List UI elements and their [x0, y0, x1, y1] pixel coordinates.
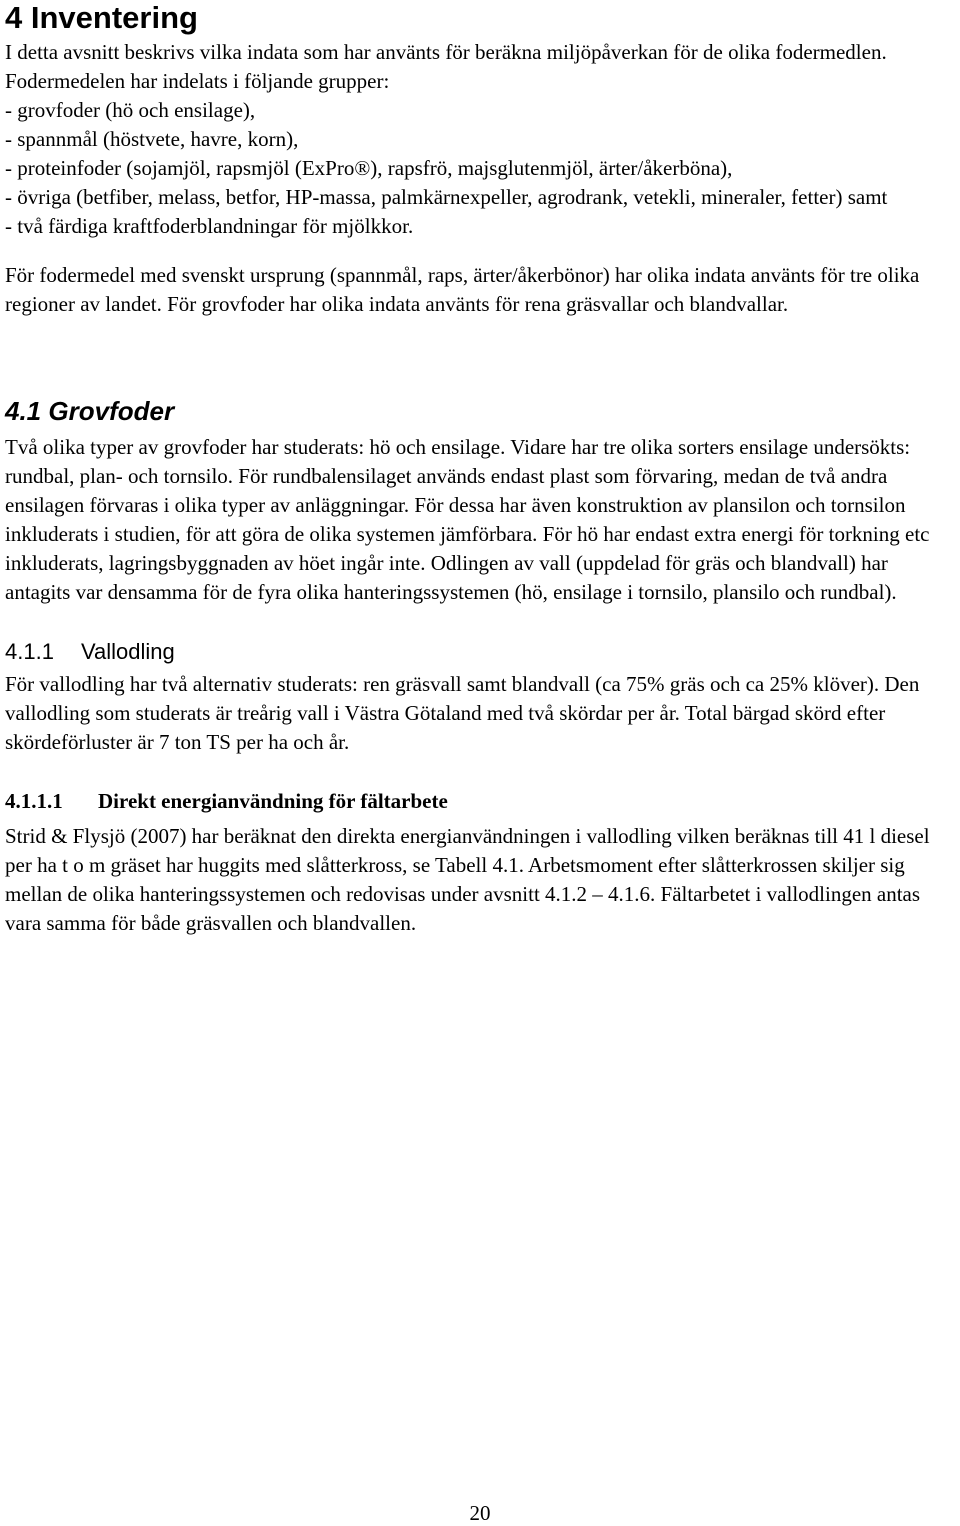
heading-3-number: 4.1.1 [5, 639, 54, 664]
heading-2-number: 4.1 [5, 396, 42, 426]
heading-3-title: Vallodling [81, 639, 175, 664]
paragraph-regions: För fodermedel med svenskt ursprung (spannmål, raps, ärter/åkerbönor) har olika indata använts för tre olika regioner av landet. För grovfoder har olika indata använts för rena gräsvallar och blandvallar. [5, 263, 920, 316]
heading-2-grovfoder [5, 395, 955, 427]
heading-4-title: Direkt energianvändning för fältarbete [98, 789, 448, 813]
spacer [5, 241, 955, 261]
heading-3-vallodling [5, 637, 955, 666]
spacer [5, 607, 955, 637]
paragraph-vallodling: För vallodling har två alternativ studerats: ren gräsvall samt blandvall (ca 75% gräs och ca 25% klöver). Den vallodling som studerats är treårig vall i Västra Götaland med två skördar per år. Total bärgad skörd efter skördeförluster är 7 ton TS per ha och år. [5, 672, 920, 754]
list-item: - spannmål (höstvete, havre, korn), [5, 127, 299, 151]
heading-4-energi [5, 787, 955, 816]
heading-1-title: Inventering [30, 0, 198, 35]
list-item: - grovfoder (hö och ensilage), [5, 98, 256, 122]
heading-4-number: 4.1.1.1 [5, 789, 63, 813]
spacer [5, 319, 955, 395]
intro-paragraph [5, 38, 955, 241]
spacer [5, 757, 955, 787]
list-item: - två färdiga kraftfoderblandningar för mjölkkor. [5, 214, 414, 238]
list-item: - proteinfoder (sojamjöl, rapsmjöl (ExPro®), rapsfrö, majsglutenmjöl, ärter/åkerböna), [5, 156, 733, 180]
page-number: 20 [469, 1501, 491, 1525]
paragraph-energi: Strid & Flysjö (2007) har beräknat den direkta energianvändningen i vallodling vilken beräknas till 41 l diesel per ha t o m gräset har huggits med slåtterkross, se Tabell 4.1. Arbetsmoment efter slåtterkrossen skiljer sig mellan de olika hanteringssystemen och redovisas under avsnitt 4.1.2 – 4.1.6. Fältarbetet i vallodlingen antas vara samma för både gräsvallen och blandvallen. [5, 824, 930, 935]
document-page [5, 0, 955, 938]
intro-lead: I detta avsnitt beskrivs vilka indata som har använts för beräkna miljöpåverkan för de olika fodermedlen. Fodermedelen har indelats i följande grupper: [5, 40, 887, 93]
heading-1 [5, 0, 955, 38]
paragraph-grovfoder: Två olika typer av grovfoder har studerats: hö och ensilage. Vidare har tre olika sorters ensilage undersökts: rundbal, plan- och tornsilo. För rundbalensilaget används endast plast som förvaring, medan de två andra ensilagen förvaras i olika typer av anläggningar. För dessa har även konstruktion av plansilon och tornsilon inkluderats i studien, för att göra de olika systemen jämförbara. För hö har endast extra energi för torkning etc inkluderats, lagringsbyggnaden av höet ingår inte. Odlingen av vall (uppdelad för gräs och blandvall) har antagits var densamma för de fyra olika hanteringssystemen (hö, ensilage i tornsilo, plansilo och rundbal). [5, 435, 930, 604]
heading-2-title: Grovfoder [48, 396, 175, 426]
list-item: - övriga (betfiber, melass, betfor, HP-massa, palmkärnexpeller, agrodrank, vetekli, mineraler, fetter) samt [5, 185, 888, 209]
heading-1-number: 4 [5, 0, 23, 35]
